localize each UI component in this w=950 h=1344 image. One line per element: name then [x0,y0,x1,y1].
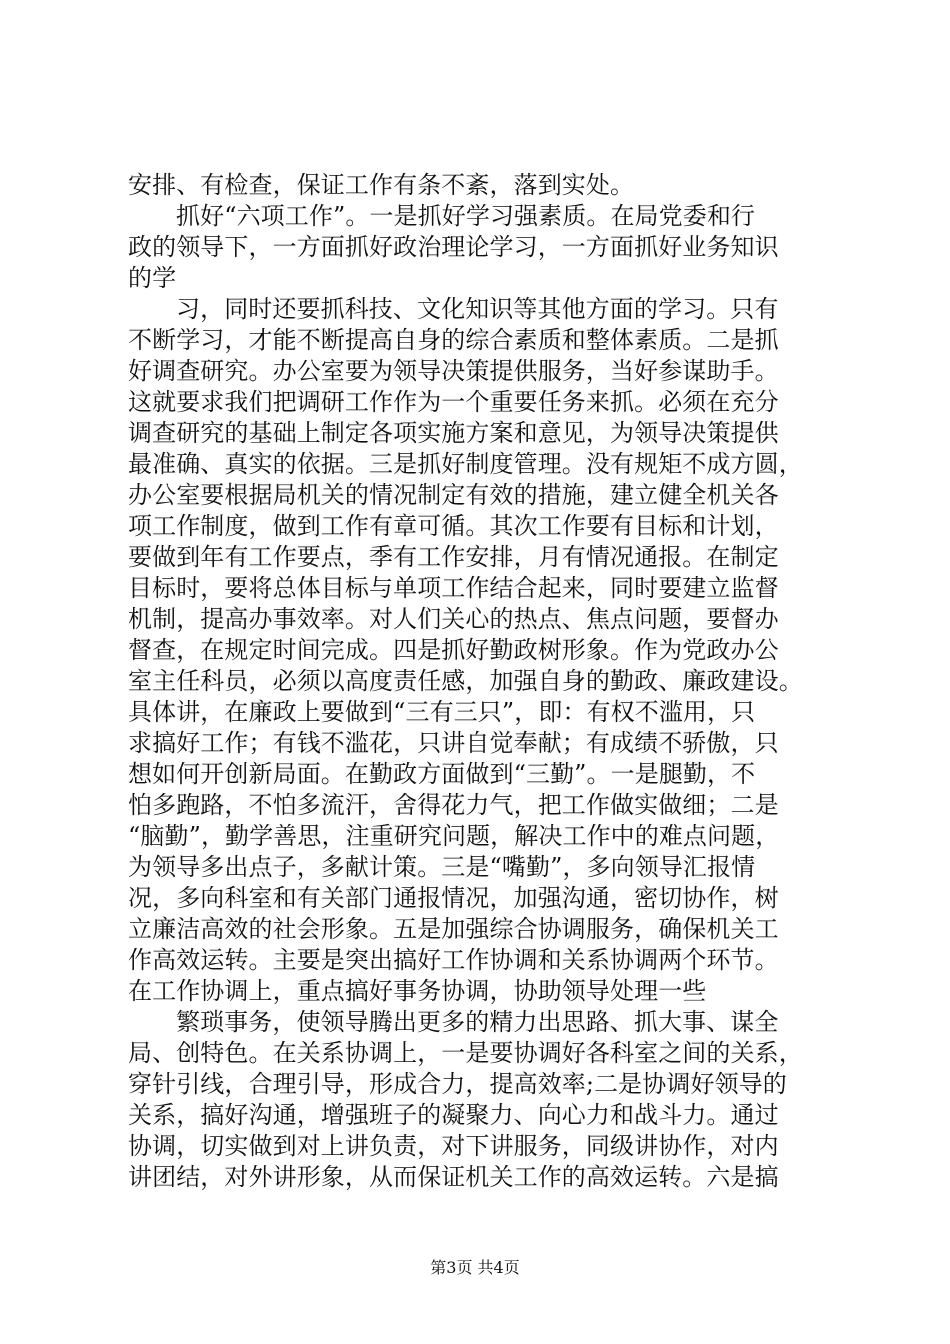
text-line: 不断学习，才能不断提高自身的综合素质和整体素质。二是抓 [128,326,779,354]
text-line: 抓好“六项工作”。一是抓好学习强素质。在局党委和行 [176,202,756,230]
text-line: 室主任科员，必须以高度责任感，加强自身的勤政、廉政建设。 [128,667,803,695]
page-footer: 第3页 共4页 [430,1258,520,1277]
text-line: 具体讲，在廉政上要做到“三有三只”，即：有权不滥用，只 [128,698,756,726]
text-line: 的学 [128,264,177,292]
text-line: 项工作制度，做到工作有章可循。其次工作要有目标和计划， [128,512,779,540]
text-line: 立廉洁高效的社会形象。五是加强综合协调服务，确保机关工 [128,915,779,943]
text-line: 关系，搞好沟通，增强班子的凝聚力、向心力和战斗力。通过 [128,1101,779,1129]
text-line: 习，同时还要抓科技、文化知识等其他方面的学习。只有 [176,295,779,323]
text-line: 政的领导下，一方面抓好政治理论学习，一方面抓好业务知识 [128,233,779,261]
text-line: 最准确、真实的依据。三是抓好制度管理。没有规矩不成方圆， [128,450,803,478]
text-line: 繁琐事务，使领导腾出更多的精力出思路、抓大事、谋全 [176,1008,779,1036]
text-line: “脑勤”，勤学善思，注重研究问题，解决工作中的难点问题， [128,822,780,850]
text-line: 这就要求我们把调研工作作为一个重要任务来抓。必须在充分 [128,388,779,416]
text-line: 求搞好工作；有钱不滥花，只讲自觉奉献；有成绩不骄傲，只 [128,729,779,757]
text-line: 况，多向科室和有关部门通报情况，加强沟通，密切协作，树 [128,884,779,912]
text-line: 协调，切实做到对上讲负责，对下讲服务，同级讲协作，对内 [128,1132,779,1160]
text-line: 机制，提高办事效率。对人们关心的热点、焦点问题，要督办 [128,605,779,633]
text-line: 目标时，要将总体目标与单项工作结合起来，同时要建立监督 [128,574,779,602]
text-line: 穿针引线，合理引导，形成合力，提高效率;二是协调好领导的 [128,1070,787,1098]
text-line: 调查研究的基础上制定各项实施方案和意见，为领导决策提供 [128,419,779,447]
text-line: 怕多跑路，不怕多流汗，舍得花力气，把工作做实做细；二是 [128,791,779,819]
text-line: 作高效运转。主要是突出搞好工作协调和关系协调两个环节。 [128,946,779,974]
text-line: 在工作协调上，重点搞好事务协调，协助领导处理一些 [128,977,707,1005]
text-line: 局、创特色。在关系协调上，一是要协调好各科室之间的关系， [128,1039,803,1067]
document-body [128,170,833,1193]
text-line: 好调查研究。办公室要为领导决策提供服务，当好参谋助手。 [128,357,779,385]
text-line: 安排、有检查，保证工作有条不紊，落到实处。 [128,171,635,199]
text-line: 为领导多出点子，多献计策。三是“嘴勤”，多向领导汇报情 [128,853,756,881]
text-line: 办公室要根据局机关的情况制定有效的措施，建立健全机关各 [128,481,779,509]
text-line: 要做到年有工作要点，季有工作安排，月有情况通报。在制定 [128,543,779,571]
text-line: 督查，在规定时间完成。四是抓好勤政树形象。作为党政办公 [128,636,779,664]
text-line: 想如何开创新局面。在勤政方面做到“三勤”。一是腿勤，不 [128,760,756,788]
text-line: 讲团结，对外讲形象，从而保证机关工作的高效运转。六是搞 [128,1163,779,1191]
